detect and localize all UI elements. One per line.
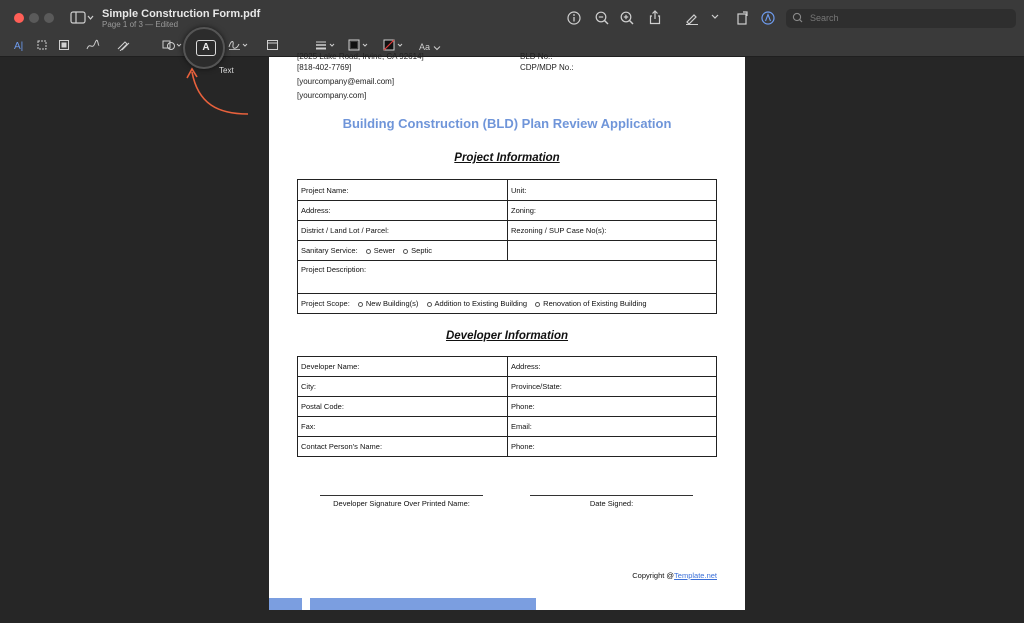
markup-toolbar (0, 36, 1024, 57)
footer-bar-right (310, 598, 536, 610)
chevron-down-icon[interactable] (710, 13, 720, 21)
info-icon[interactable] (567, 11, 581, 25)
empty-cell (508, 241, 717, 261)
project-info-table (297, 179, 717, 314)
unit-cell[interactable] (508, 180, 717, 201)
pdf-page (269, 52, 745, 610)
province-cell[interactable] (508, 377, 717, 397)
phone-cell[interactable] (508, 397, 717, 417)
new-building-label: New Building(s) (365, 299, 419, 308)
search-icon (792, 12, 806, 24)
text-tool-icon: A (196, 40, 216, 56)
phone-label: Phone: (511, 402, 535, 411)
project-name-label: Project Name: (301, 185, 349, 195)
contact-phone-cell[interactable] (508, 437, 717, 457)
developer-info-heading: Developer Information (445, 330, 569, 342)
sewer-radio[interactable] (366, 249, 371, 254)
rotate-icon[interactable] (736, 10, 750, 25)
signature-icon[interactable] (228, 39, 250, 51)
sewer-label: Sewer (373, 246, 396, 255)
document-title: Simple Construction Form.pdf (102, 8, 261, 20)
project-info-heading: Project Information (454, 152, 560, 164)
renovation-label: Renovation of Existing Building (543, 299, 647, 308)
company-phone: [818-402-7769] (297, 63, 352, 72)
company-email: [yourcompany@email.com] (297, 77, 395, 86)
date-label: Date Signed: (589, 499, 634, 508)
contact-person-cell[interactable] (298, 437, 508, 457)
template-link[interactable]: Template.net (674, 571, 717, 580)
markup-icon[interactable] (761, 11, 775, 25)
developer-address-cell[interactable] (508, 357, 717, 377)
company-website: [yourcompany.com] (297, 91, 367, 100)
project-name-cell[interactable] (298, 180, 508, 201)
new-building-radio[interactable] (358, 302, 363, 307)
city-label: City: (301, 382, 316, 391)
share-icon[interactable] (648, 10, 662, 25)
addition-radio[interactable] (427, 302, 432, 307)
date-line (530, 495, 693, 496)
rectangular-selection-icon[interactable] (37, 40, 47, 50)
contact-phone-label: Phone: (511, 442, 535, 451)
address-label: Address: (301, 206, 331, 215)
fax-cell[interactable] (298, 417, 508, 437)
signature-line (320, 495, 483, 496)
postal-code-cell[interactable] (298, 397, 508, 417)
postal-code-label: Postal Code: (301, 402, 344, 411)
contact-person-label: Contact Person's Name: (301, 442, 383, 451)
search-field[interactable] (786, 9, 1016, 28)
zoning-label: Zoning: (511, 206, 537, 215)
close-window-button[interactable] (14, 13, 24, 23)
text-selection-tool[interactable]: A| (14, 41, 24, 52)
sanitary-label: Sanitary Service: (301, 246, 358, 255)
renovation-radio[interactable] (535, 302, 540, 307)
email-label: Email: (511, 422, 532, 431)
fax-label: Fax: (301, 422, 316, 431)
document-subtitle: Page 1 of 3 — Edited (102, 20, 179, 29)
draw-icon[interactable] (116, 39, 130, 51)
copyright-prefix: Copyright @ (632, 571, 675, 580)
annotation-arrow (180, 62, 255, 122)
font-button-label: Aa (419, 42, 431, 52)
border-color-icon[interactable] (348, 39, 370, 51)
cdp-number-label: CDP/MDP No.: (520, 63, 574, 72)
city-cell[interactable] (298, 377, 508, 397)
zoom-in-icon[interactable] (620, 11, 634, 25)
developer-name-cell[interactable] (298, 357, 508, 377)
note-icon[interactable] (267, 40, 278, 50)
sketch-icon[interactable] (86, 39, 100, 51)
bld-number-label: BLD No.: (520, 52, 553, 61)
text-tool-tooltip: Text (219, 66, 234, 75)
developer-address-label: Address: (511, 362, 541, 371)
fill-color-icon[interactable] (383, 39, 405, 51)
developer-name-label: Developer Name: (301, 362, 360, 371)
footer-bar-left (269, 598, 302, 610)
zoning-cell[interactable] (508, 201, 717, 221)
project-scope-cell (298, 294, 717, 314)
septic-label: Septic (411, 246, 433, 255)
address-cell[interactable] (298, 201, 508, 221)
sidebar-toggle-icon[interactable] (70, 11, 94, 25)
line-style-icon[interactable] (315, 39, 337, 51)
company-address: [2025 Lake Road, Irvine, CA 92614] (297, 52, 424, 61)
province-label: Province/State: (511, 382, 562, 391)
title-bar (0, 0, 1024, 36)
minimize-window-button[interactable] (29, 13, 39, 23)
developer-info-table (297, 356, 717, 457)
email-cell[interactable] (508, 417, 717, 437)
rezoning-label: Rezoning / SUP Case No(s): (511, 226, 607, 235)
highlight-pen-icon[interactable] (684, 11, 700, 25)
redact-icon[interactable] (59, 40, 69, 50)
search-placeholder: Search (810, 13, 839, 23)
copyright (632, 571, 717, 580)
project-scope-label: Project Scope: (301, 299, 350, 308)
shapes-icon[interactable] (162, 39, 184, 51)
addition-label: Addition to Existing Building (434, 299, 528, 308)
sanitary-cell (298, 241, 508, 261)
district-cell[interactable] (298, 221, 508, 241)
district-label: District / Land Lot / Parcel: (301, 226, 389, 235)
form-title: Building Construction (BLD) Plan Review Application (342, 116, 672, 131)
project-description-label: Project Description: (301, 265, 367, 274)
zoom-window-button[interactable] (44, 13, 54, 23)
signature-label: Developer Signature Over Printed Name: (333, 499, 470, 508)
zoom-out-icon[interactable] (595, 11, 609, 25)
unit-label: Unit: (511, 185, 527, 195)
septic-radio[interactable] (403, 249, 408, 254)
rezoning-cell[interactable] (508, 221, 717, 241)
project-description-cell[interactable] (298, 261, 717, 294)
